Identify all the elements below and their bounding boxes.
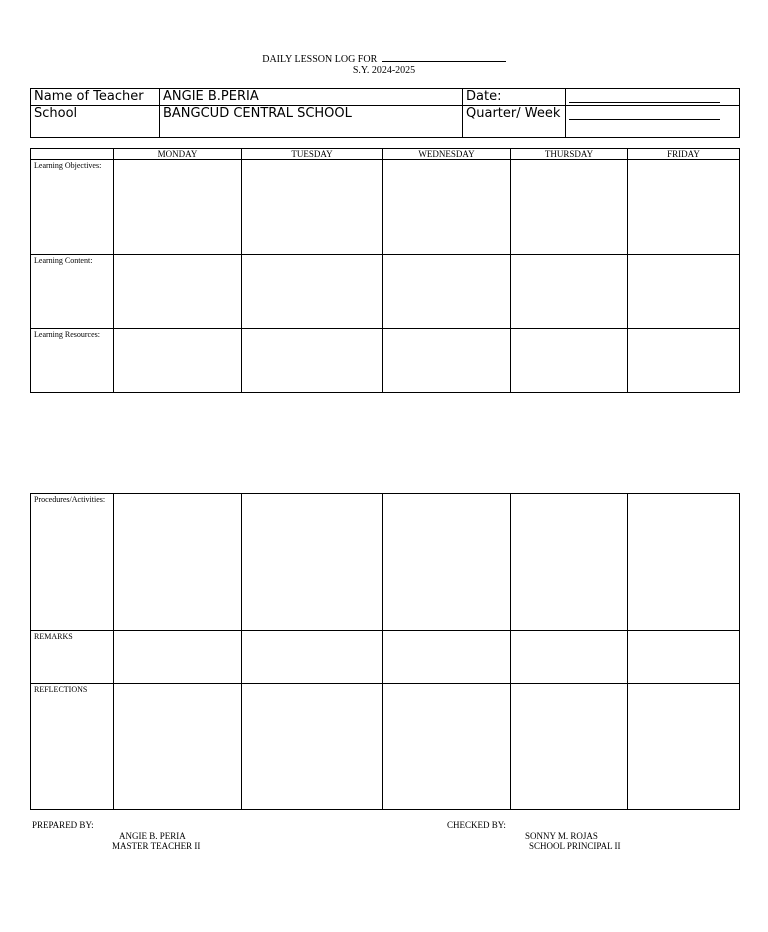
entry-cell[interactable]: [511, 494, 628, 631]
quarter-underline: [569, 119, 720, 120]
checker-title: SCHOOL PRINCIPAL II: [529, 841, 621, 851]
preparer-title: MASTER TEACHER II: [112, 841, 201, 851]
entry-cell[interactable]: [242, 255, 383, 329]
entry-cell[interactable]: [383, 329, 511, 393]
prepared-by-label: PREPARED BY:: [32, 820, 94, 830]
entry-cell[interactable]: [242, 631, 383, 684]
entry-cell[interactable]: [383, 684, 511, 810]
row-label: Learning Resources:: [31, 329, 114, 393]
entry-cell[interactable]: [511, 631, 628, 684]
day-header-row: [31, 149, 740, 160]
entry-cell[interactable]: [114, 329, 242, 393]
entry-cell[interactable]: [114, 631, 242, 684]
title-blank-line[interactable]: [382, 52, 506, 62]
school-value[interactable]: BANGCUD CENTRAL SCHOOL: [160, 106, 463, 138]
lesson-log-table-continued: [30, 493, 740, 810]
entry-cell[interactable]: [383, 494, 511, 631]
entry-cell[interactable]: [511, 684, 628, 810]
entry-cell[interactable]: [114, 494, 242, 631]
entry-cell[interactable]: [628, 255, 740, 329]
table-row: [31, 631, 740, 684]
corner-cell: [31, 149, 114, 160]
date-label: Date:: [463, 89, 566, 106]
table-row: [31, 329, 740, 393]
row-label: REMARKS: [31, 631, 114, 684]
date-underline: [569, 102, 720, 103]
table-row: [31, 160, 740, 255]
row-label: Learning Objectives:: [31, 160, 114, 255]
entry-cell[interactable]: [511, 160, 628, 255]
entry-cell[interactable]: [114, 160, 242, 255]
entry-cell[interactable]: [511, 255, 628, 329]
table-row: [31, 255, 740, 329]
entry-cell[interactable]: [114, 684, 242, 810]
entry-cell[interactable]: [383, 255, 511, 329]
row-label: REFLECTIONS: [31, 684, 114, 810]
row-label: Procedures/Activities:: [31, 494, 114, 631]
preparer-name: ANGIE B. PERIA: [119, 831, 186, 841]
checker-name: SONNY M. ROJAS: [525, 831, 598, 841]
document-title: [0, 52, 768, 66]
quarter-field[interactable]: [566, 106, 740, 138]
teacher-info-table: [30, 88, 740, 138]
day-header: TUESDAY: [242, 149, 383, 160]
table-row: [31, 494, 740, 631]
entry-cell[interactable]: [628, 631, 740, 684]
day-header: MONDAY: [114, 149, 242, 160]
entry-cell[interactable]: [383, 631, 511, 684]
teacher-label: Name of Teacher: [31, 89, 160, 106]
entry-cell[interactable]: [511, 329, 628, 393]
entry-cell[interactable]: [628, 160, 740, 255]
teacher-value[interactable]: ANGIE B.PERIA: [160, 89, 463, 106]
quarter-label: Quarter/ Week: [463, 106, 566, 138]
school-label: School: [31, 106, 160, 138]
entry-cell[interactable]: [242, 160, 383, 255]
day-header: WEDNESDAY: [383, 149, 511, 160]
entry-cell[interactable]: [628, 684, 740, 810]
date-field[interactable]: [566, 89, 740, 106]
day-header: THURSDAY: [511, 149, 628, 160]
table-row: [31, 684, 740, 810]
entry-cell[interactable]: [242, 684, 383, 810]
day-header: FRIDAY: [628, 149, 740, 160]
title-text: DAILY LESSON LOG FOR: [262, 54, 378, 65]
entry-cell[interactable]: [242, 329, 383, 393]
entry-cell[interactable]: [628, 494, 740, 631]
lesson-log-table: [30, 148, 740, 393]
row-label: Learning Content:: [31, 255, 114, 329]
entry-cell[interactable]: [114, 255, 242, 329]
entry-cell[interactable]: [242, 494, 383, 631]
entry-cell[interactable]: [383, 160, 511, 255]
checked-by-label: CHECKED BY:: [447, 820, 506, 830]
entry-cell[interactable]: [628, 329, 740, 393]
school-year: S.Y. 2024-2025: [352, 65, 416, 76]
